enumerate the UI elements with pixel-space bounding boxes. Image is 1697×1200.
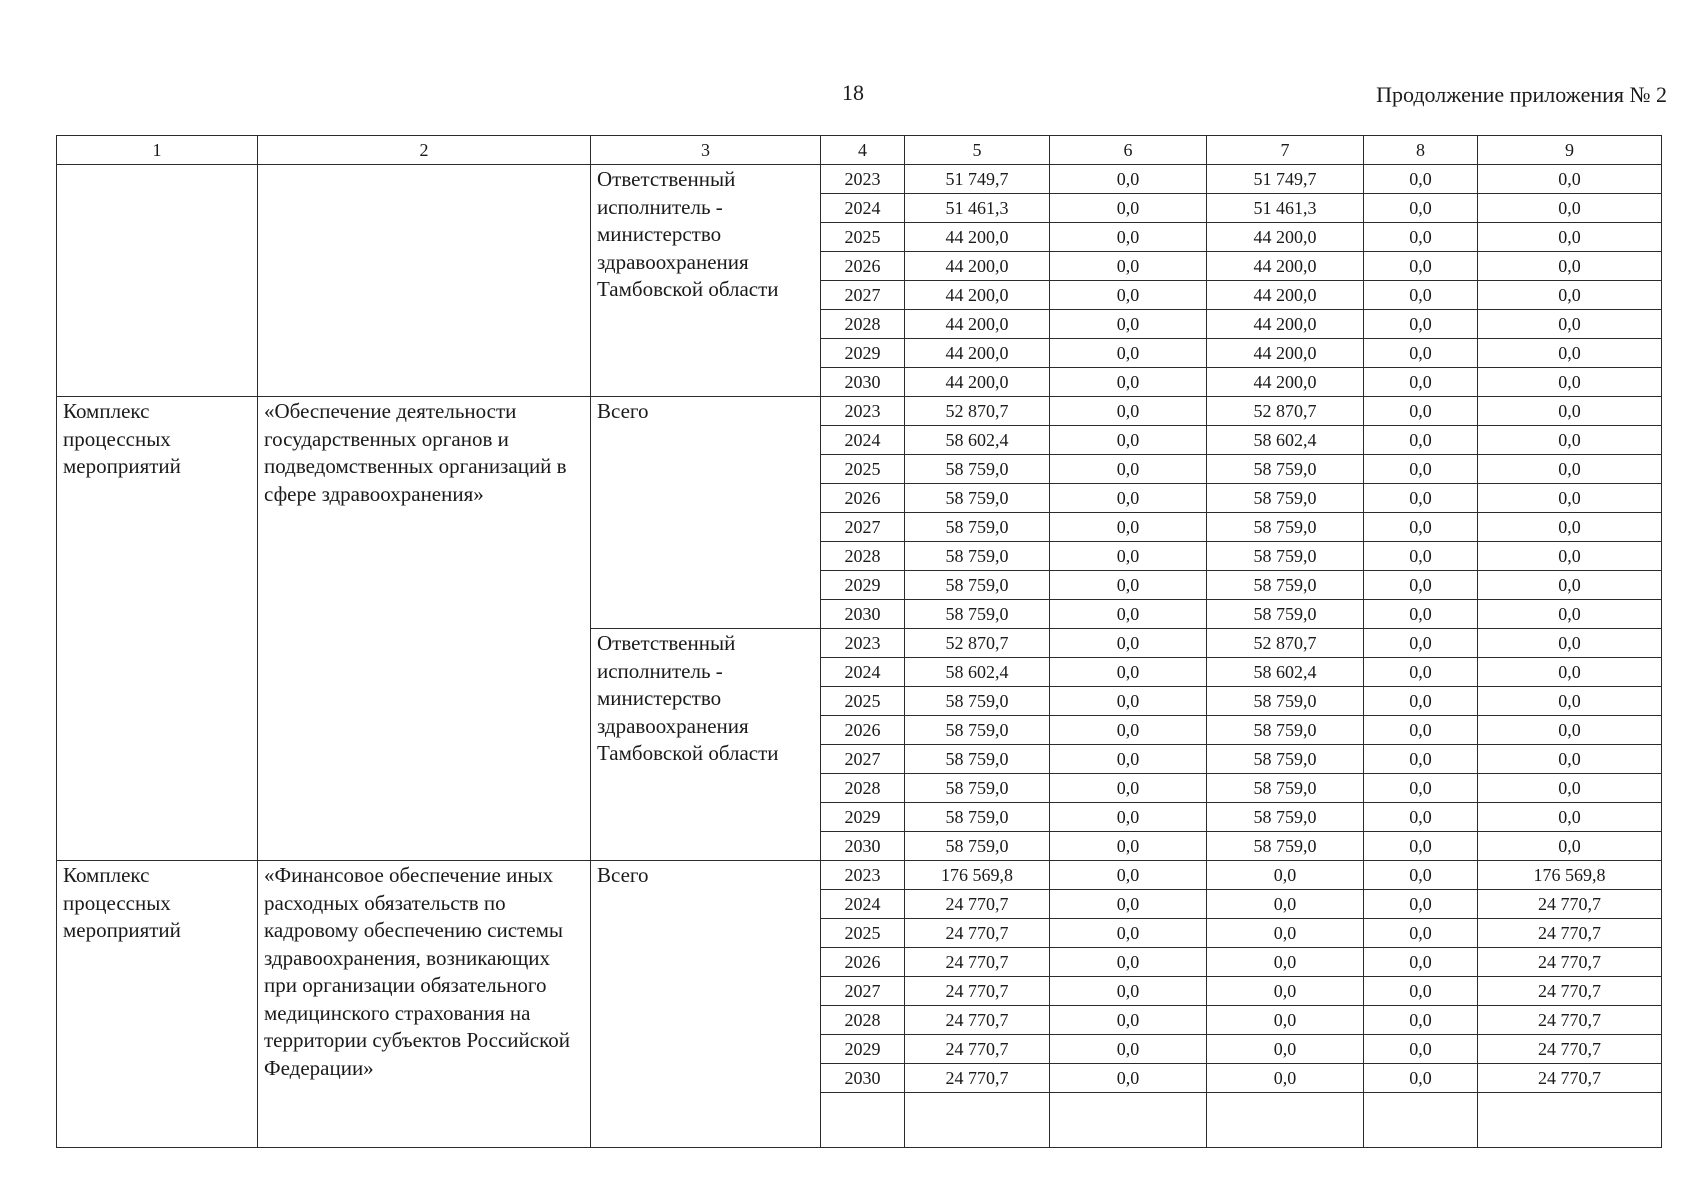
year-cell: 2028 <box>821 542 905 571</box>
amount-cell: 44 200,0 <box>905 252 1050 281</box>
amount-cell: 0,0 <box>1364 542 1478 571</box>
year-cell: 2025 <box>821 223 905 252</box>
year-cell: 2023 <box>821 629 905 658</box>
amount-cell: 24 770,7 <box>1478 977 1662 1006</box>
amount-cell: 0,0 <box>1478 745 1662 774</box>
amount-cell: 58 759,0 <box>905 455 1050 484</box>
year-cell: 2026 <box>821 484 905 513</box>
amount-cell: 0,0 <box>1478 339 1662 368</box>
amount-cell: 0,0 <box>1478 455 1662 484</box>
year-cell: 2028 <box>821 1006 905 1035</box>
amount-cell: 44 200,0 <box>1207 368 1364 397</box>
funding-source-cell: Всего <box>591 861 821 1148</box>
amount-cell: 0,0 <box>1478 542 1662 571</box>
amount-cell: 0,0 <box>1478 832 1662 861</box>
column-header-6: 6 <box>1050 136 1207 165</box>
amount-cell: 58 759,0 <box>1207 687 1364 716</box>
amount-cell: 44 200,0 <box>1207 339 1364 368</box>
amount-cell: 58 759,0 <box>1207 455 1364 484</box>
amount-cell: 58 759,0 <box>905 774 1050 803</box>
column-header-4: 4 <box>821 136 905 165</box>
amount-cell: 0,0 <box>1478 281 1662 310</box>
amount-cell: 24 770,7 <box>905 919 1050 948</box>
amount-cell: 0,0 <box>1478 629 1662 658</box>
table-row <box>57 165 1662 194</box>
column-header-2: 2 <box>258 136 591 165</box>
amount-cell: 0,0 <box>1050 745 1207 774</box>
year-cell: 2024 <box>821 426 905 455</box>
year-cell: 2029 <box>821 571 905 600</box>
amount-cell: 24 770,7 <box>1478 948 1662 977</box>
year-cell: 2030 <box>821 1064 905 1093</box>
amount-cell: 44 200,0 <box>1207 310 1364 339</box>
activity-name-cell: «Обеспечение деятельности государственных органов и подведомственных организаций в сфере здравоохранения» <box>258 397 591 861</box>
amount-cell: 0,0 <box>1364 629 1478 658</box>
funding-source-cell: Ответственный исполнитель - министерство здравоохранения Тамбовской области <box>591 165 821 397</box>
year-cell: 2027 <box>821 281 905 310</box>
amount-cell: 44 200,0 <box>905 281 1050 310</box>
table-row <box>57 397 1662 426</box>
empty-cell <box>905 1093 1050 1148</box>
amount-cell: 24 770,7 <box>1478 890 1662 919</box>
activity-name-cell <box>258 165 591 397</box>
amount-cell: 0,0 <box>1207 977 1364 1006</box>
amount-cell: 0,0 <box>1050 339 1207 368</box>
funding-table <box>56 135 1662 1148</box>
empty-cell <box>1207 1093 1364 1148</box>
amount-cell: 0,0 <box>1050 629 1207 658</box>
year-cell: 2030 <box>821 832 905 861</box>
amount-cell: 58 759,0 <box>905 832 1050 861</box>
amount-cell: 52 870,7 <box>905 397 1050 426</box>
amount-cell: 0,0 <box>1050 774 1207 803</box>
amount-cell: 58 759,0 <box>1207 513 1364 542</box>
table-row <box>57 861 1662 890</box>
year-cell: 2024 <box>821 658 905 687</box>
amount-cell: 0,0 <box>1364 368 1478 397</box>
amount-cell: 24 770,7 <box>905 1064 1050 1093</box>
activity-type-cell <box>57 165 258 397</box>
funding-source-cell: Ответственный исполнитель - министерство здравоохранения Тамбовской области <box>591 629 821 861</box>
amount-cell: 44 200,0 <box>905 223 1050 252</box>
year-cell: 2027 <box>821 977 905 1006</box>
amount-cell: 0,0 <box>1207 1006 1364 1035</box>
amount-cell: 0,0 <box>1050 1006 1207 1035</box>
amount-cell: 0,0 <box>1050 687 1207 716</box>
page-number: 18 <box>842 80 864 105</box>
amount-cell: 0,0 <box>1364 397 1478 426</box>
amount-cell: 0,0 <box>1207 861 1364 890</box>
amount-cell: 58 759,0 <box>905 542 1050 571</box>
column-header-5: 5 <box>905 136 1050 165</box>
amount-cell: 24 770,7 <box>1478 1064 1662 1093</box>
column-header-7: 7 <box>1207 136 1364 165</box>
amount-cell: 0,0 <box>1050 281 1207 310</box>
amount-cell: 0,0 <box>1478 223 1662 252</box>
amount-cell: 24 770,7 <box>1478 1006 1662 1035</box>
amount-cell: 0,0 <box>1050 1035 1207 1064</box>
amount-cell: 52 870,7 <box>905 629 1050 658</box>
amount-cell: 0,0 <box>1364 948 1478 977</box>
amount-cell: 0,0 <box>1050 455 1207 484</box>
amount-cell: 24 770,7 <box>905 977 1050 1006</box>
amount-cell: 0,0 <box>1364 165 1478 194</box>
amount-cell: 0,0 <box>1478 194 1662 223</box>
amount-cell: 58 759,0 <box>905 745 1050 774</box>
amount-cell: 44 200,0 <box>1207 223 1364 252</box>
amount-cell: 0,0 <box>1050 426 1207 455</box>
amount-cell: 58 759,0 <box>1207 832 1364 861</box>
appendix-continuation-label: Продолжение приложения № 2 <box>1376 82 1667 107</box>
amount-cell: 0,0 <box>1364 832 1478 861</box>
amount-cell: 0,0 <box>1207 1035 1364 1064</box>
amount-cell: 0,0 <box>1050 223 1207 252</box>
year-cell: 2023 <box>821 861 905 890</box>
amount-cell: 0,0 <box>1478 397 1662 426</box>
amount-cell: 51 749,7 <box>905 165 1050 194</box>
column-number-row <box>57 136 1662 165</box>
amount-cell: 0,0 <box>1364 774 1478 803</box>
amount-cell: 58 759,0 <box>1207 774 1364 803</box>
amount-cell: 0,0 <box>1478 165 1662 194</box>
amount-cell: 0,0 <box>1478 426 1662 455</box>
amount-cell: 0,0 <box>1050 310 1207 339</box>
amount-cell: 58 759,0 <box>1207 600 1364 629</box>
amount-cell: 51 461,3 <box>905 194 1050 223</box>
amount-cell: 0,0 <box>1364 455 1478 484</box>
amount-cell: 0,0 <box>1478 803 1662 832</box>
amount-cell: 58 602,4 <box>1207 426 1364 455</box>
amount-cell: 0,0 <box>1364 513 1478 542</box>
year-cell: 2030 <box>821 368 905 397</box>
year-cell: 2024 <box>821 890 905 919</box>
year-cell: 2029 <box>821 339 905 368</box>
amount-cell: 58 759,0 <box>1207 803 1364 832</box>
amount-cell: 0,0 <box>1050 513 1207 542</box>
amount-cell: 0,0 <box>1050 890 1207 919</box>
activity-type-cell: Комплекс процессных мероприятий <box>57 397 258 861</box>
amount-cell: 0,0 <box>1478 687 1662 716</box>
amount-cell: 24 770,7 <box>1478 919 1662 948</box>
amount-cell: 0,0 <box>1050 832 1207 861</box>
amount-cell: 0,0 <box>1050 194 1207 223</box>
amount-cell: 0,0 <box>1364 281 1478 310</box>
amount-cell: 0,0 <box>1478 600 1662 629</box>
year-cell: 2026 <box>821 716 905 745</box>
amount-cell: 176 569,8 <box>1478 861 1662 890</box>
amount-cell: 58 759,0 <box>905 571 1050 600</box>
year-cell: 2026 <box>821 948 905 977</box>
amount-cell: 44 200,0 <box>1207 281 1364 310</box>
empty-cell <box>1478 1093 1662 1148</box>
amount-cell: 0,0 <box>1364 658 1478 687</box>
amount-cell: 0,0 <box>1364 484 1478 513</box>
amount-cell: 0,0 <box>1050 600 1207 629</box>
year-cell: 2027 <box>821 745 905 774</box>
amount-cell: 0,0 <box>1050 484 1207 513</box>
amount-cell: 0,0 <box>1364 194 1478 223</box>
amount-cell: 0,0 <box>1364 716 1478 745</box>
table-header <box>57 136 1662 165</box>
amount-cell: 44 200,0 <box>1207 252 1364 281</box>
amount-cell: 0,0 <box>1050 571 1207 600</box>
amount-cell: 0,0 <box>1364 977 1478 1006</box>
year-cell: 2025 <box>821 687 905 716</box>
amount-cell: 58 759,0 <box>905 803 1050 832</box>
amount-cell: 0,0 <box>1478 252 1662 281</box>
amount-cell: 0,0 <box>1207 919 1364 948</box>
year-cell: 2024 <box>821 194 905 223</box>
amount-cell: 24 770,7 <box>905 948 1050 977</box>
amount-cell: 24 770,7 <box>905 1006 1050 1035</box>
amount-cell: 0,0 <box>1050 542 1207 571</box>
amount-cell: 0,0 <box>1364 1064 1478 1093</box>
amount-cell: 0,0 <box>1364 919 1478 948</box>
year-cell: 2029 <box>821 1035 905 1064</box>
amount-cell: 24 770,7 <box>905 1035 1050 1064</box>
amount-cell: 58 759,0 <box>1207 542 1364 571</box>
empty-cell <box>1050 1093 1207 1148</box>
amount-cell: 0,0 <box>1364 223 1478 252</box>
amount-cell: 0,0 <box>1050 919 1207 948</box>
amount-cell: 51 749,7 <box>1207 165 1364 194</box>
amount-cell: 0,0 <box>1364 600 1478 629</box>
amount-cell: 0,0 <box>1207 890 1364 919</box>
amount-cell: 0,0 <box>1050 716 1207 745</box>
amount-cell: 58 759,0 <box>1207 745 1364 774</box>
amount-cell: 58 759,0 <box>1207 716 1364 745</box>
activity-type-cell: Комплекс процессных мероприятий <box>57 861 258 1148</box>
amount-cell: 0,0 <box>1050 397 1207 426</box>
year-cell: 2023 <box>821 165 905 194</box>
table-body <box>57 165 1662 1148</box>
amount-cell: 58 602,4 <box>1207 658 1364 687</box>
amount-cell: 0,0 <box>1478 774 1662 803</box>
amount-cell: 0,0 <box>1207 948 1364 977</box>
amount-cell: 44 200,0 <box>905 368 1050 397</box>
amount-cell: 44 200,0 <box>905 310 1050 339</box>
amount-cell: 0,0 <box>1050 1064 1207 1093</box>
amount-cell: 0,0 <box>1364 1006 1478 1035</box>
amount-cell: 24 770,7 <box>1478 1035 1662 1064</box>
amount-cell: 0,0 <box>1050 861 1207 890</box>
amount-cell: 0,0 <box>1364 571 1478 600</box>
year-cell: 2027 <box>821 513 905 542</box>
amount-cell: 0,0 <box>1364 426 1478 455</box>
amount-cell: 0,0 <box>1478 310 1662 339</box>
amount-cell: 0,0 <box>1364 745 1478 774</box>
amount-cell: 0,0 <box>1364 310 1478 339</box>
amount-cell: 0,0 <box>1050 977 1207 1006</box>
column-header-8: 8 <box>1364 136 1478 165</box>
year-cell: 2026 <box>821 252 905 281</box>
amount-cell: 58 602,4 <box>905 658 1050 687</box>
amount-cell: 0,0 <box>1478 368 1662 397</box>
amount-cell: 0,0 <box>1364 861 1478 890</box>
amount-cell: 58 759,0 <box>905 513 1050 542</box>
amount-cell: 58 602,4 <box>905 426 1050 455</box>
amount-cell: 0,0 <box>1478 513 1662 542</box>
amount-cell: 0,0 <box>1207 1064 1364 1093</box>
amount-cell: 0,0 <box>1478 484 1662 513</box>
year-cell: 2028 <box>821 310 905 339</box>
amount-cell: 24 770,7 <box>905 890 1050 919</box>
year-cell: 2023 <box>821 397 905 426</box>
amount-cell: 0,0 <box>1050 803 1207 832</box>
year-cell: 2028 <box>821 774 905 803</box>
activity-name-cell: «Финансовое обеспечение иных расходных обязательств по кадровому обеспечению системы здравоохранения, возникающих при организации обязательного медицинского страхования на территории субъектов Российской Федерации» <box>258 861 591 1148</box>
amount-cell: 52 870,7 <box>1207 397 1364 426</box>
amount-cell: 52 870,7 <box>1207 629 1364 658</box>
column-header-3: 3 <box>591 136 821 165</box>
amount-cell: 0,0 <box>1364 252 1478 281</box>
amount-cell: 58 759,0 <box>1207 484 1364 513</box>
amount-cell: 0,0 <box>1364 687 1478 716</box>
amount-cell: 0,0 <box>1478 571 1662 600</box>
column-header-1: 1 <box>57 136 258 165</box>
amount-cell: 0,0 <box>1050 165 1207 194</box>
column-header-9: 9 <box>1478 136 1662 165</box>
year-cell: 2025 <box>821 455 905 484</box>
amount-cell: 58 759,0 <box>905 484 1050 513</box>
amount-cell: 0,0 <box>1050 658 1207 687</box>
amount-cell: 0,0 <box>1050 252 1207 281</box>
amount-cell: 44 200,0 <box>905 339 1050 368</box>
year-cell: 2029 <box>821 803 905 832</box>
amount-cell: 0,0 <box>1478 716 1662 745</box>
amount-cell: 51 461,3 <box>1207 194 1364 223</box>
year-cell: 2025 <box>821 919 905 948</box>
year-cell: 2030 <box>821 600 905 629</box>
amount-cell: 0,0 <box>1478 658 1662 687</box>
amount-cell: 58 759,0 <box>905 716 1050 745</box>
amount-cell: 58 759,0 <box>905 600 1050 629</box>
amount-cell: 0,0 <box>1364 890 1478 919</box>
empty-cell <box>1364 1093 1478 1148</box>
amount-cell: 0,0 <box>1364 339 1478 368</box>
amount-cell: 58 759,0 <box>1207 571 1364 600</box>
amount-cell: 176 569,8 <box>905 861 1050 890</box>
funding-source-cell: Всего <box>591 397 821 629</box>
amount-cell: 0,0 <box>1050 368 1207 397</box>
amount-cell: 0,0 <box>1364 1035 1478 1064</box>
amount-cell: 58 759,0 <box>905 687 1050 716</box>
amount-cell: 0,0 <box>1050 948 1207 977</box>
empty-cell <box>821 1093 905 1148</box>
amount-cell: 0,0 <box>1364 803 1478 832</box>
